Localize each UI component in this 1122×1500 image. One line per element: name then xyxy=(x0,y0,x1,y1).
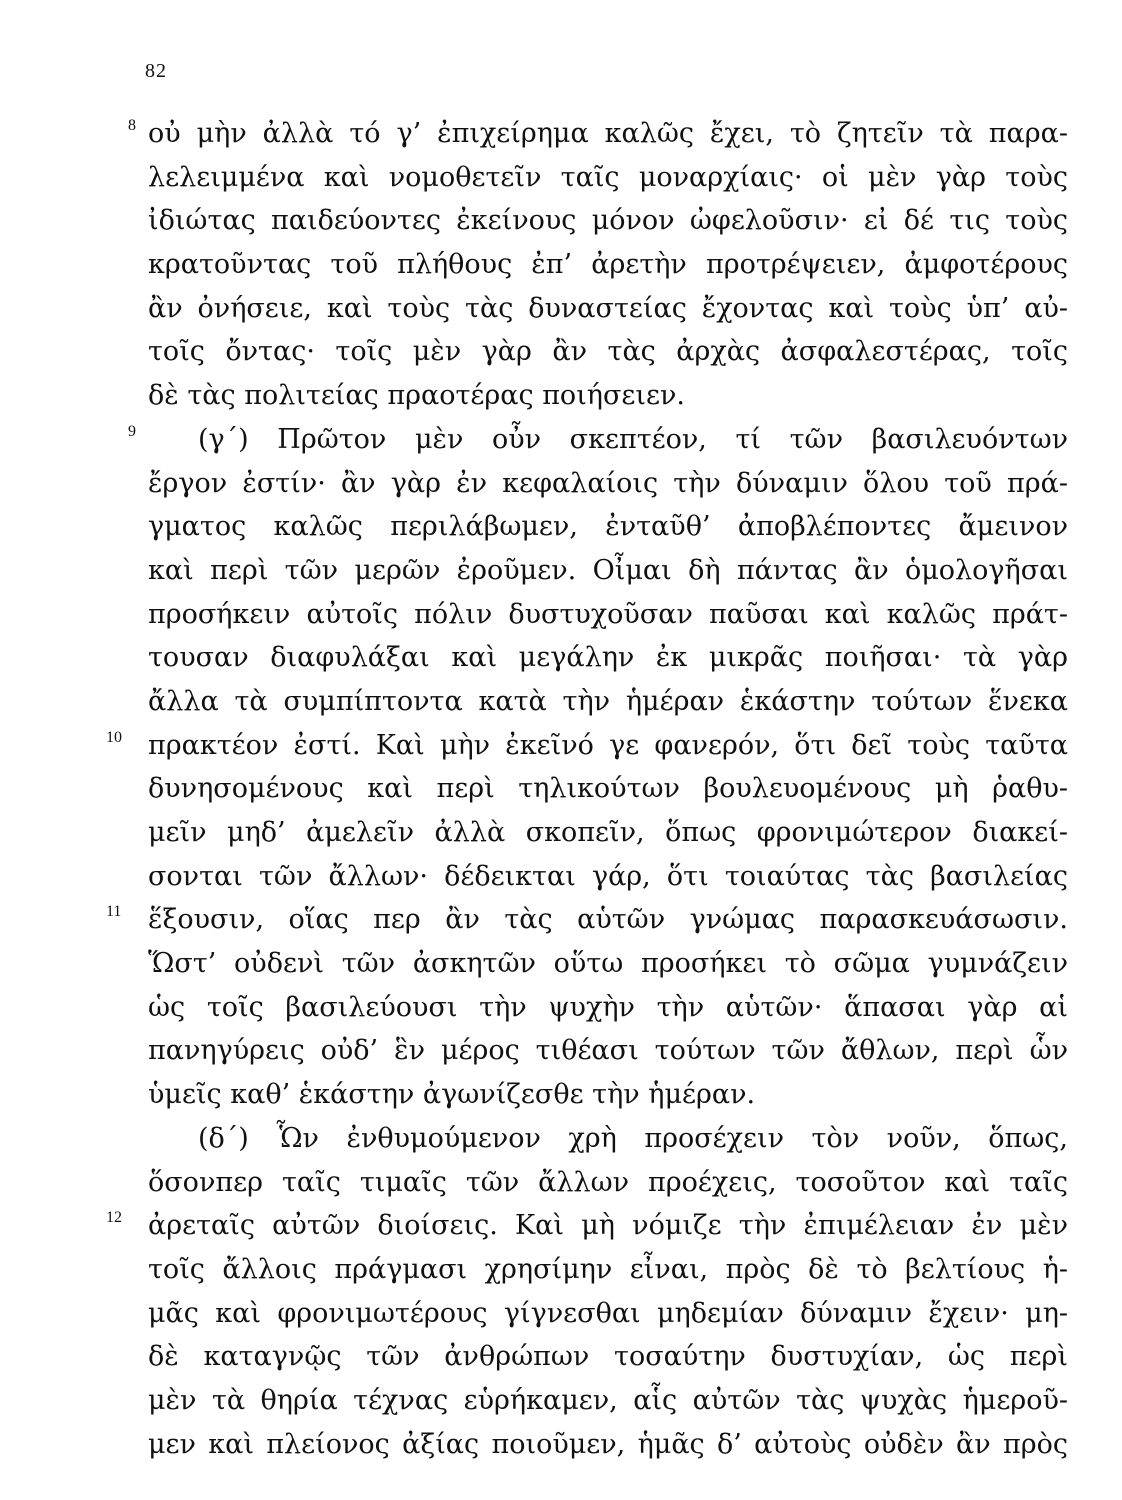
text-line: δὲ καταγνῷς τῶν ἀνθρώπων τοσαύτην δυστυχίαν, ὡς περὶ xyxy=(148,1341,1068,1373)
text-line: τοῖς ὄντας· τοῖς μὲν γὰρ ἂν τὰς ἀρχὰς ἀσφαλεστέρας, τοῖς xyxy=(148,336,1068,368)
text-line: πανηγύρεις οὐδ’ ἓν μέρος τιθέασι τούτων τῶν ἄθλων, περὶ ὧν xyxy=(148,1035,1068,1067)
text-line: δυνησομένους καὶ περὶ τηλικούτων βουλευομένους μὴ ῥαθυ- xyxy=(148,773,1068,805)
text-line: ἂν ὀνήσειε, καὶ τοὺς τὰς δυναστείας ἔχοντας καὶ τοὺς ὑπ’ αὐ- xyxy=(148,292,1068,324)
text-line: μὲν τὰ θηρία τέχνας εὑρήκαμεν, αἷς αὐτῶν τὰς ψυχὰς ἡμεροῦ- xyxy=(148,1384,1068,1416)
text-line: μεν καὶ πλείονος ἀξίας ποιοῦμεν, ἡμᾶς δ’ αὐτοὺς οὐδὲν ἂν πρὸς xyxy=(148,1428,1068,1460)
page-number: 82 xyxy=(145,60,167,82)
text-line: 10 πρακτέον ἐστί. Καὶ μὴν ἐκεῖνό γε φανερόν, ὅτι δεῖ τοὺς ταῦτα xyxy=(148,724,1068,768)
text-line: δὲ τὰς πολιτείας πραοτέρας ποιήσειεν. xyxy=(148,380,685,412)
text-line: τουσαν διαφυλάξαι καὶ μεγάλην ἐκ μικρᾶς ποιῆσαι· τὰ γὰρ xyxy=(148,642,1068,674)
text-line: καὶ περὶ τῶν μερῶν ἐροῦμεν. Οἶμαι δὴ πάντας ἂν ὁμολογῆσαι xyxy=(148,554,1068,586)
section-marker: 8 xyxy=(128,117,136,134)
text-line: 8 οὐ μὴν ἀλλὰ τό γ’ ἐπιχείρημα καλῶς ἔχει, τὸ ζητεῖν τὰ παρα- xyxy=(148,112,1068,156)
text-line: ἔργον ἐστίν· ἂν γὰρ ἐν κεφαλαίοις τὴν δύναμιν ὅλου τοῦ πρά- xyxy=(148,467,1068,499)
text-line: 9 (γ΄) Πρῶτον μὲν οὖν σκεπτέον, τί τῶν βασιλευόντων xyxy=(148,418,1068,462)
text-line: ἰδιώτας παιδεύοντες ἐκείνους μόνον ὠφελοῦσιν· εἰ δέ τις τοὺς xyxy=(148,205,1068,237)
text-line: μεῖν μηδ’ ἀμελεῖν ἀλλὰ σκοπεῖν, ὅπως φρονιμώτερον διακεί- xyxy=(148,817,1068,848)
section-marker: 9 xyxy=(128,422,136,440)
greek-text-body xyxy=(106,112,1068,1466)
section-marker: 11 xyxy=(106,903,122,921)
text-line: μᾶς καὶ φρονιμωτέρους γίγνεσθαι μηδεμίαν δύναμιν ἔχειν· μη- xyxy=(148,1297,1068,1329)
text-line: ὅσονπερ ταῖς τιμαῖς τῶν ἄλλων προέχεις, τοσοῦτον καὶ ταῖς xyxy=(148,1166,1068,1198)
text-line: προσήκειν αὐτοῖς πόλιν δυστυχοῦσαν παῦσαι καὶ καλῶς πράτ- xyxy=(148,598,1068,630)
text-line: (δ΄) Ὧν ἐνθυμούμενον χρὴ προσέχειν τὸν νοῦν, ὅπως, xyxy=(198,1122,1068,1154)
text-line: γματος καλῶς περιλάβωμεν, ἐνταῦθ’ ἀποβλέποντες ἄμεινον xyxy=(148,511,1068,543)
text-line: ὑμεῖς καθ’ ἑκάστην ἀγωνίζεσθε τὴν ἡμέραν. xyxy=(148,1079,756,1111)
section-marker: 10 xyxy=(106,728,122,746)
text-line: σονται τῶν ἄλλων· δέδεικται γάρ, ὅτι τοιαύτας τὰς βασιλείας xyxy=(148,860,1068,892)
section-marker: 12 xyxy=(106,1209,122,1227)
text-line: 12 ἀρεταῖς αὐτῶν διοίσεις. Καὶ μὴ νόμιζε τὴν ἐπιμέλειαν ἐν μὲν xyxy=(148,1204,1068,1248)
text-line: λελειμμένα καὶ νομοθετεῖν ταῖς μοναρχίαις· οἱ μὲν γὰρ τοὺς xyxy=(148,161,1068,193)
text-line: ἄλλα τὰ συμπίπτοντα κατὰ τὴν ἡμέραν ἑκάστην τούτων ἕνεκα xyxy=(148,685,1068,717)
text-line: ὡς τοῖς βασιλεύουσι τὴν ψυχὴν τὴν αὑτῶν· ἅπασαι γὰρ αἱ xyxy=(148,991,1068,1023)
text-line: τοῖς ἄλλοις πράγμασι χρησίμην εἶναι, πρὸς δὲ τὸ βελτίους ἡ- xyxy=(148,1253,1068,1285)
text-line: κρατοῦντας τοῦ πλήθους ἐπ’ ἀρετὴν προτρέψειεν, ἀμφοτέρους xyxy=(148,249,1068,281)
text-line: 11 ἕξουσιν, οἵας περ ἂν τὰς αὑτῶν γνώμας παρασκευάσωσιν. xyxy=(148,898,1068,942)
text-line: Ὥστ’ οὐδενὶ τῶν ἀσκητῶν οὕτω προσήκει τὸ σῶμα γυμνάζειν xyxy=(148,948,1068,980)
